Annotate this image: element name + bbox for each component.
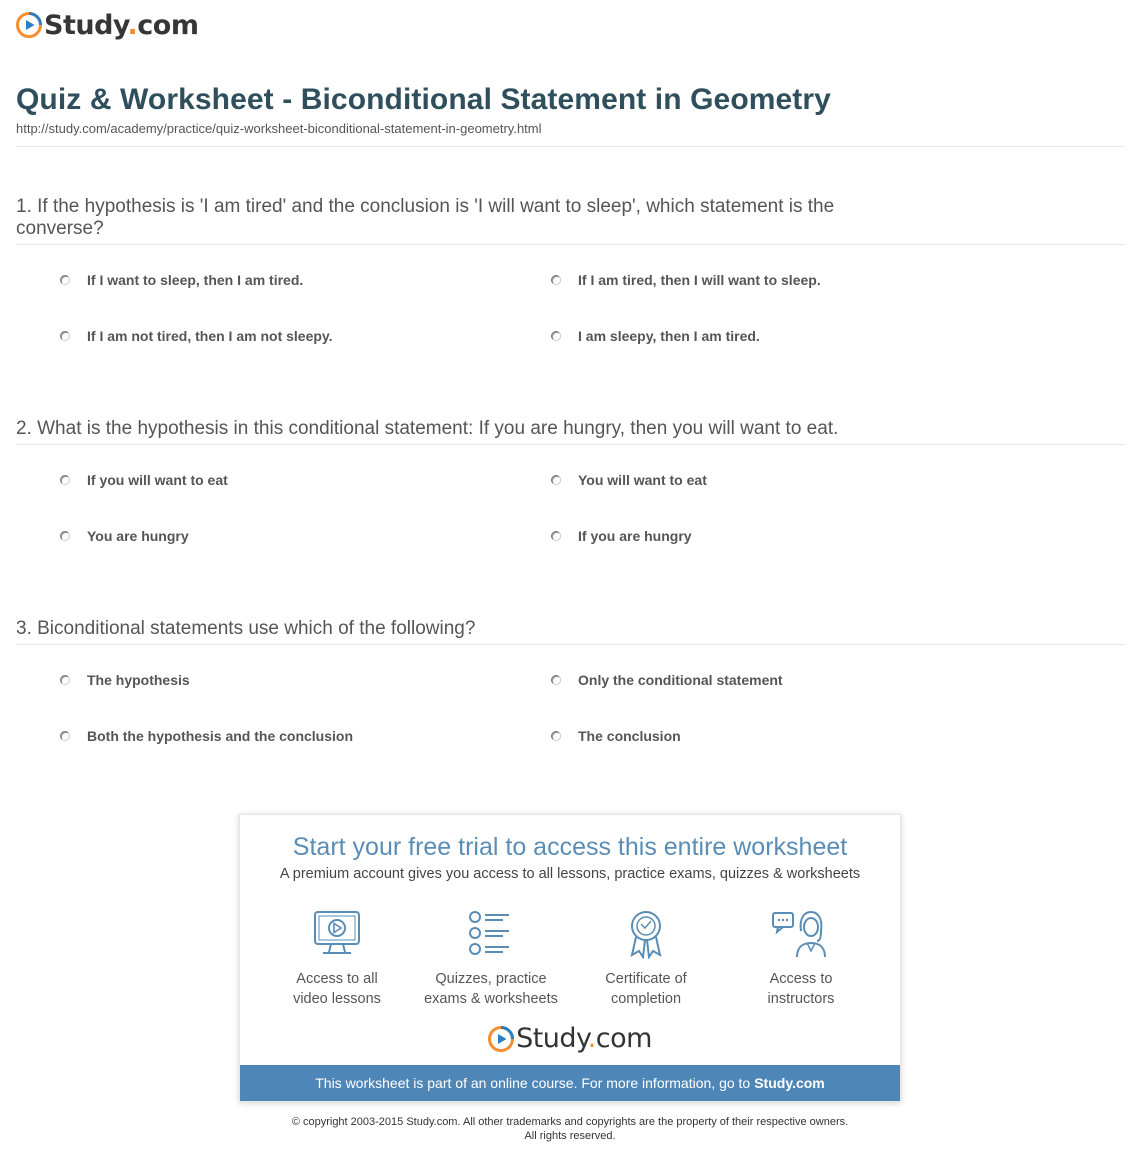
radio-button[interactable] — [551, 675, 561, 685]
answer-option[interactable] — [551, 728, 681, 744]
answer-option[interactable] — [551, 272, 821, 288]
answer-option[interactable] — [60, 728, 353, 744]
certificate-icon — [620, 909, 672, 959]
feature-quizzes — [416, 909, 566, 1009]
page-title: Quiz & Worksheet - Biconditional Statement in Geometry — [16, 83, 831, 116]
radio-button[interactable] — [60, 731, 70, 741]
answer-option[interactable] — [551, 528, 692, 544]
radio-button[interactable] — [60, 475, 70, 485]
copyright-line: All rights reserved. — [524, 1130, 616, 1142]
answer-label: If you are hungry — [578, 528, 692, 544]
feature-label: Quizzes, practice — [435, 971, 547, 987]
answer-label: You will want to eat — [578, 472, 707, 488]
feature-label: Access to all — [296, 971, 378, 987]
page-url: http://study.com/academy/practice/quiz-worksheet-biconditional-statement-in-geometry.html — [16, 121, 542, 136]
radio-button[interactable] — [60, 275, 70, 285]
answer-option[interactable] — [60, 272, 303, 288]
answer-label: The conclusion — [578, 728, 681, 744]
radio-button[interactable] — [60, 331, 70, 341]
question-3: 3. Biconditional statements use which of the following? — [16, 618, 476, 639]
radio-button[interactable] — [551, 531, 561, 541]
promo-study-logo[interactable] — [240, 1025, 900, 1052]
answer-label: If I am tired, then I will want to sleep. — [578, 272, 821, 288]
divider — [16, 244, 1124, 245]
radio-button[interactable] — [60, 675, 70, 685]
divider — [16, 444, 1124, 445]
answer-option[interactable] — [60, 472, 228, 488]
answer-label: If you will want to eat — [87, 472, 228, 488]
play-logo-icon — [488, 1026, 514, 1052]
answer-label: Both the hypothesis and the conclusion — [87, 728, 354, 744]
radio-button[interactable] — [551, 331, 561, 341]
answer-label: If I am not tired, then I am not sleepy. — [87, 328, 333, 344]
copyright-line: © copyright 2003-2015 Study.com. All other trademarks and copyrights are the property of their respective owners. — [291, 1116, 849, 1128]
logo-wordmark: Study.com — [44, 9, 199, 41]
copyright-notice — [0, 1115, 1140, 1143]
answer-option[interactable] — [60, 528, 189, 544]
free-trial-promo[interactable] — [239, 814, 901, 1102]
feature-video-lessons — [262, 909, 412, 1009]
answer-label: If I want to sleep, then I am tired. — [87, 272, 304, 288]
promo-footer-link[interactable]: Study.com — [754, 1075, 825, 1091]
promo-title[interactable]: Start your free trial to access this entire worksheet — [292, 833, 848, 861]
answer-option[interactable] — [551, 328, 760, 344]
feature-label: completion — [610, 991, 682, 1007]
instructor-icon — [771, 909, 831, 959]
feature-instructors — [726, 909, 876, 1009]
radio-button[interactable] — [60, 531, 70, 541]
radio-button[interactable] — [551, 475, 561, 485]
answer-label: You are hungry — [87, 528, 189, 544]
question-2: 2. What is the hypothesis in this conditional statement: If you are hungry, then you will want to eat. — [16, 418, 839, 439]
feature-label: Access to — [769, 971, 833, 987]
play-logo-icon — [16, 12, 42, 38]
radio-button[interactable] — [551, 275, 561, 285]
quiz-list-icon — [465, 909, 517, 959]
divider — [16, 644, 1124, 645]
answer-label: The hypothesis — [87, 672, 190, 688]
feature-label: exams & worksheets — [424, 991, 558, 1007]
feature-label: Certificate of — [605, 971, 687, 987]
feature-label: video lessons — [293, 991, 381, 1007]
study-logo[interactable] — [16, 8, 199, 42]
logo-wordmark: Study.com — [516, 1023, 652, 1054]
divider — [16, 146, 1124, 147]
answer-option[interactable] — [60, 328, 333, 344]
answer-option[interactable] — [551, 472, 707, 488]
promo-footer-text: This worksheet is part of an online course. For more information, go to — [315, 1075, 751, 1091]
promo-subtitle: A premium account gives you access to all lessons, practice exams, quizzes & worksheets — [279, 866, 861, 882]
feature-label: instructors — [767, 991, 835, 1007]
radio-button[interactable] — [551, 731, 561, 741]
promo-footer-bar — [240, 1065, 900, 1101]
answer-option[interactable] — [551, 672, 783, 688]
question-1: 1. If the hypothesis is 'I am tired' and the conclusion is 'I will want to sleep', which statement is the converse? — [16, 196, 835, 239]
answer-option[interactable] — [60, 672, 190, 688]
feature-certificate — [571, 909, 721, 1009]
video-lesson-icon — [311, 909, 363, 959]
answer-label: Only the conditional statement — [578, 672, 783, 688]
answer-label: I am sleepy, then I am tired. — [578, 328, 760, 344]
